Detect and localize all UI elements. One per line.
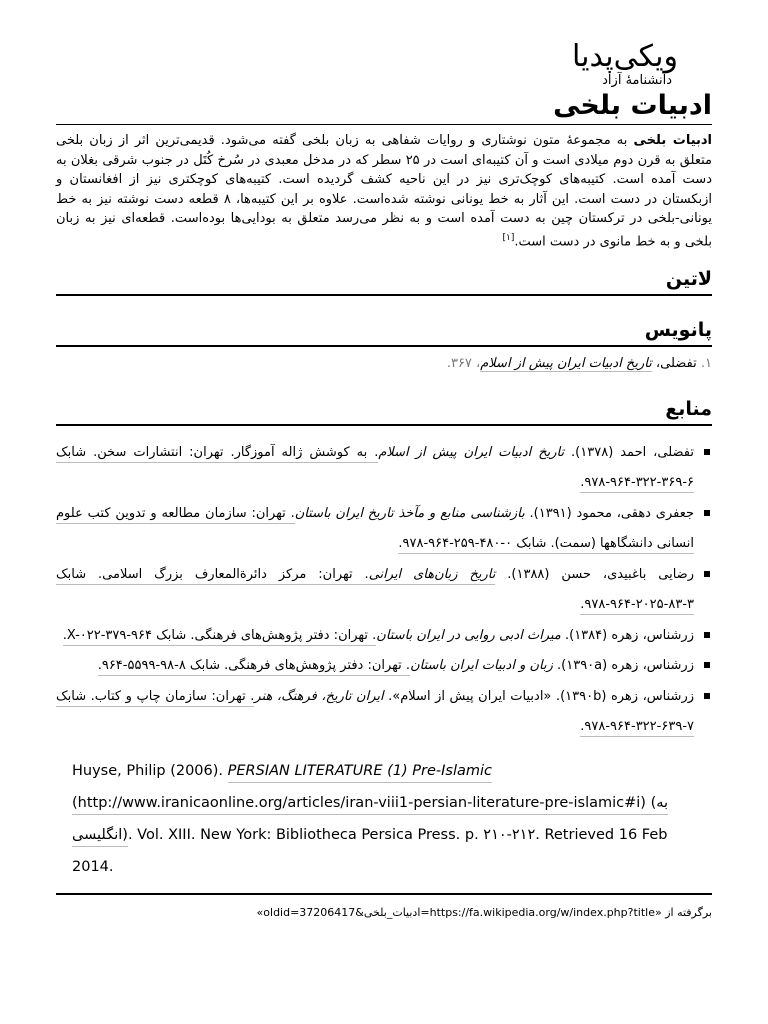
ref-title: بازشناسی منابع و مآخذ تاریخ ایران باستان	[294, 505, 525, 521]
lead-bold-term: ادبیات بلخی	[633, 133, 713, 148]
ref-author: زرشناس، زهره (۱۳۹۰a).	[552, 658, 694, 674]
reference-link[interactable]: [۱]	[502, 232, 515, 243]
bullet	[704, 693, 710, 699]
external-link[interactable]: (http://www.iranicaonline.org/articles/iran-viii1-persian-literature-pre-islamic#i)	[72, 795, 651, 815]
page-title: ادبیات بلخی	[553, 90, 712, 121]
ref-title: زبان و ادبیات ایران باستان	[410, 658, 553, 674]
ref-details: . به کوشش ژاله آموزگار. تهران: انتشارات سخن. شابک ۶-۳۶۹-۳۲۲-۹۶۴-۹۷۸.	[56, 445, 694, 494]
ref-title: تاریخ ادبیات ایران پیش از اسلام	[378, 444, 565, 460]
ref-title: تاریخ زبان‌های ایرانی	[369, 567, 496, 585]
ref-details: . تهران: دفتر پژوهش‌های فرهنگی. شابک X-۰۲۲-۳۷۹-۹۶۴.	[63, 628, 377, 646]
article-page	[56, 40, 712, 921]
section-divider	[56, 294, 712, 296]
footnote-title-link[interactable]: تاریخ ادبیات ایران پیش از اسلام	[480, 355, 652, 371]
ref-details: . تهران: سازمان چاپ و کتاب. شابک ۷-۶۳۹-۳۲۲-۹۶۴-۹۷۸.	[56, 689, 694, 738]
external-reference	[72, 755, 712, 883]
footnote-author: تفضلی،	[651, 355, 701, 371]
section-heading-footnotes: پانویس	[644, 318, 712, 341]
list-item	[56, 682, 712, 743]
retrieved-from: برگرفته از «https://fa.wikipedia.org/w/index.php?title=ادبیات_بلخی&oldid=37206417»	[256, 905, 712, 919]
list-item	[56, 438, 712, 499]
footnote-page: ، ۳۶۷.	[446, 355, 481, 371]
ref-details: . تهران: مرکز دائرةالمعارف بزرگ اسلامی. شابک ۳-۸۳-۲۰۲۵-۹۶۴-۹۷۸.	[56, 567, 694, 616]
wikipedia-brand	[56, 40, 678, 88]
footer-divider	[56, 893, 712, 895]
section-divider	[56, 345, 712, 347]
footnote-number: ۱.	[700, 355, 712, 371]
footnote-item	[56, 354, 712, 374]
ref-details: . Vol. XIII. New York: Bibliotheca Persica Press. p. ۲۱۰-۲۱۲. Retrieved 16 Feb 2014.	[72, 826, 668, 875]
bullet	[704, 510, 710, 516]
section-divider	[56, 424, 712, 426]
ref-author: زرشناس، زهره (۱۳۹۰b). «ادبیات ایران پیش از اسلام».	[383, 688, 695, 704]
site-title: ویکی‌پدیا	[572, 39, 678, 74]
bullet	[704, 662, 710, 668]
ref-author: زرشناس، زهره (۱۳۸۴).	[560, 627, 694, 643]
list-item	[56, 560, 712, 621]
list-item	[56, 499, 712, 560]
ref-author: تفضلی، احمد (۱۳۷۸).	[564, 444, 694, 460]
site-subtitle: دانشنامهٔ آزاد	[602, 73, 672, 88]
ref-details: . تهران: دفتر پژوهش‌های فرهنگی. شابک ۸-۹۸-۵۵۹۹-۹۶۴.	[98, 658, 410, 676]
bullet	[704, 449, 710, 455]
list-item	[56, 651, 712, 682]
ref-title: PERSIAN LITERATURE (1) Pre-Islamic	[228, 763, 492, 783]
language-tag: (به انگلیسی)	[72, 795, 668, 847]
ref-title: ایران تاریخ، فرهنگ، هنر	[254, 688, 384, 704]
sources-list	[56, 438, 712, 743]
lead-paragraph	[56, 131, 712, 252]
ref-title: میراث ادبی روایی در ایران باستان	[376, 627, 561, 643]
ref-author: رضایی باغبیدی، حسن (۱۳۸۸).	[495, 566, 695, 582]
bullet	[704, 571, 710, 577]
ref-author: جعفری دهقی، محمود (۱۳۹۱).	[524, 505, 695, 521]
section-heading-sources: منابع	[665, 397, 712, 420]
title-divider	[56, 124, 712, 125]
bullet	[704, 632, 710, 638]
list-item	[56, 621, 712, 652]
lead-text: به مجموعهٔ متون نوشتاری و روایات شفاهی به زبان بلخی گفته می‌شود. قدیمی‌ترین اثر از زبان بلخی متعلق به قرن دوم میلادی است و آن کتیبه‌ای است در ۲۵ سطر که در مدخل معبدی در سُرخ کُتَل در جنوب شرقی بغلان به دست آمده است. کتیبه‌های کوچک‌تری نیز در این ناحیه کشف گردیده است. کتیبه‌های کوچکتری نیز از افغانستان و ازبکستان در دست است. این آثار به خط یونانی نوشته شده‌است. علاوه بر این کتیبه‌ها، ۸ قطعه دست نوشته نیز به خط یونانی-بلخی در ترکستان چین به دست آمده است و به نظر می‌رسد متعلق به بودایی‌ها بوده‌است. قطعه‌ای نیز به زبان بلخی و به خط مانوی در دست است.	[56, 133, 712, 250]
section-heading-latin: لاتین	[665, 267, 712, 290]
ref-details: . تهران: سازمان مطالعه و تدوین کتب علوم انسانی دانشگاهها (سمت). شابک ۰-۴۸۰-۲۵۹-۹۶۴-۹۷۸.	[56, 506, 694, 555]
ref-author: Huyse, Philip (2006).	[72, 762, 228, 779]
